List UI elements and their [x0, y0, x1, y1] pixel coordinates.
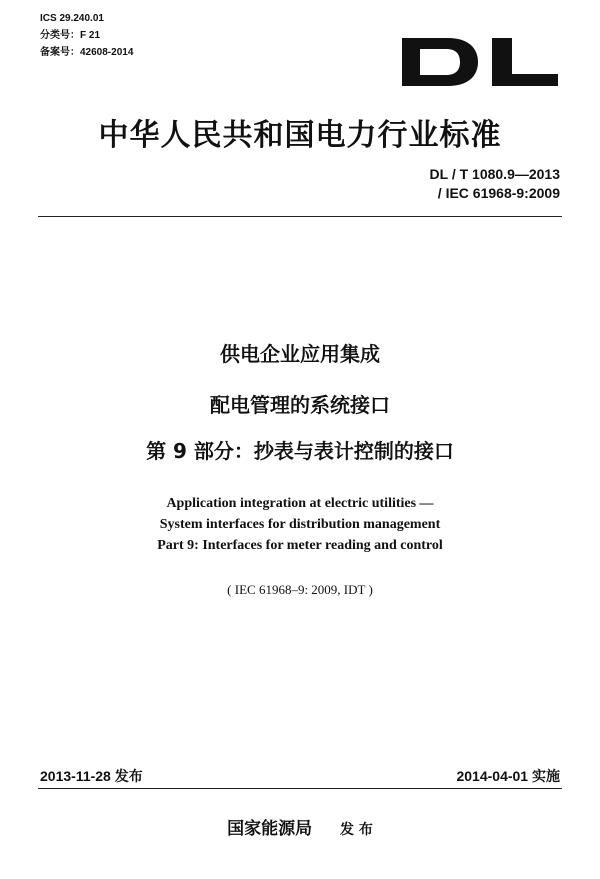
ics-number: ICS 29.240.01 [40, 13, 104, 24]
implement-date: 2014-04-01 实施 [456, 768, 560, 784]
title-cn-line-3: 第 9 部分：抄表与表计控制的接口 [146, 439, 454, 463]
publisher-name: 国家能源局 [227, 819, 313, 839]
org-title: 中华人民共和国电力行业标准 [98, 118, 502, 153]
title-en-line-2: System interfaces for distribution management [159, 517, 441, 532]
dl-logo [400, 36, 560, 88]
record-number: 备案号：42608-2014 [40, 47, 134, 58]
title-cn-line-2: 配电管理的系统接口 [210, 393, 390, 417]
standard-code: DL / T 1080.9—2013 [429, 166, 560, 182]
publisher-line [0, 814, 600, 839]
classification-number: 分类号：F 21 [40, 30, 101, 41]
publish-date: 2013-11-28 发布 [40, 768, 143, 784]
top-rule [38, 216, 562, 217]
title-en-line-3: Part 9: Interfaces for meter reading and control [157, 538, 443, 553]
bottom-rule [38, 788, 562, 789]
title-cn-line-1: 供电企业应用集成 [220, 342, 380, 366]
iec-code: / IEC 61968-9:2009 [437, 185, 560, 201]
adoption-note: ( IEC 61968–9: 2009, IDT ) [227, 582, 373, 597]
publisher-action: 发 布 [340, 822, 373, 838]
title-en-line-1: Application integration at electric utilities — [166, 496, 434, 511]
